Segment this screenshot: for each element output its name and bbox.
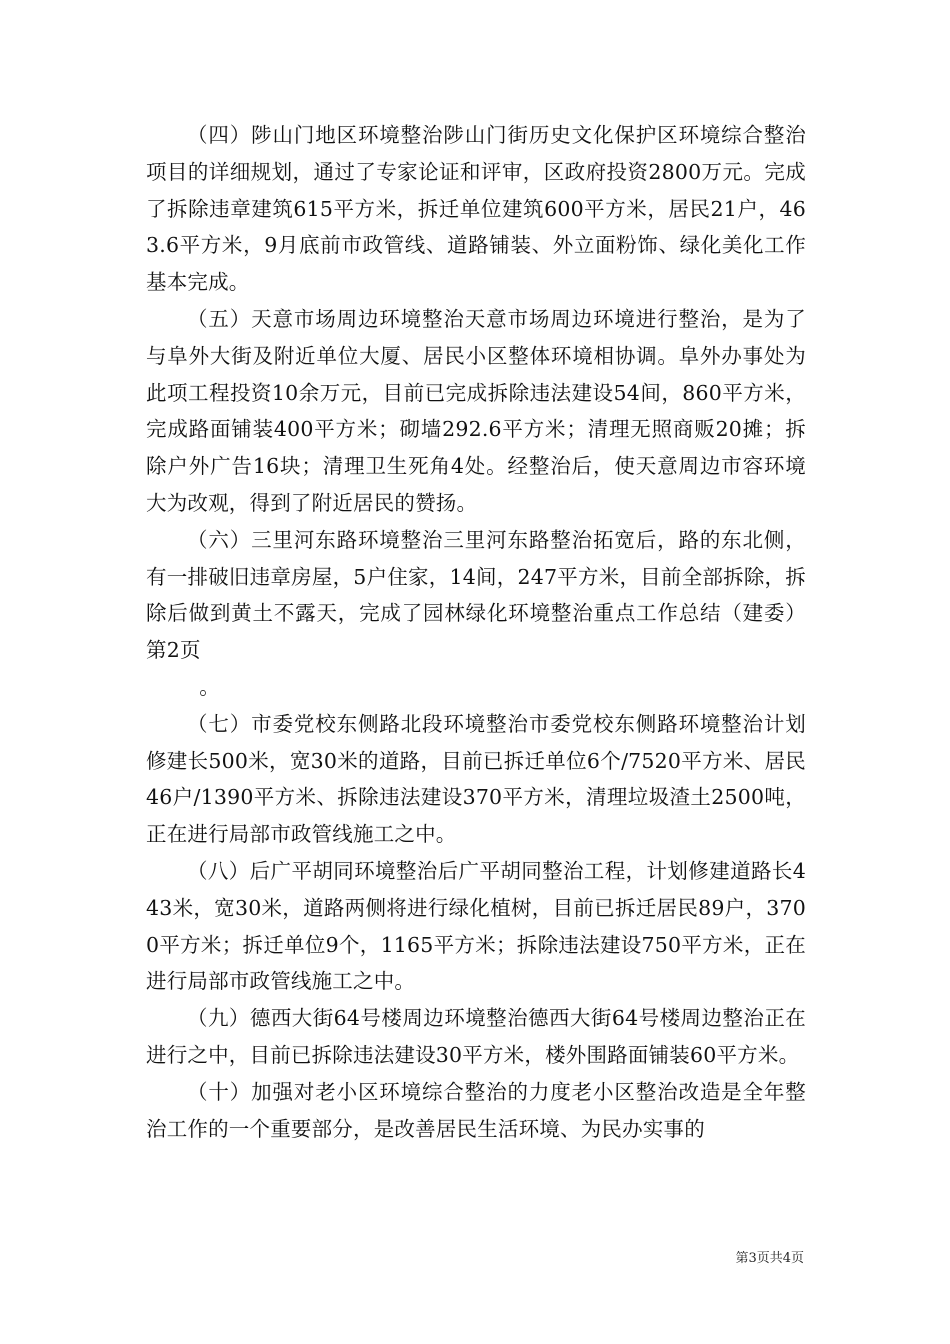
paragraph-4: （四）陟山门地区环境整治陟山门街历史文化保护区环境综合整治项目的详细规划，通过了专家论证和评审，区政府投资2800万元。完成了拆除违章建筑615平方米，拆迁单位建筑600平方米，居民21户，463.6平方米，9月底前市政管线、道路铺装、外立面粉饰、绿化美化工作基本完成。 <box>146 123 806 295</box>
paragraph-9: （九）德西大街64号楼周边环境整治德西大街64号楼周边整治正在进行之中，目前已拆除违法建设30平方米，楼外围路面铺装60平方米。 <box>146 1006 806 1067</box>
paragraph-7: （七）市委党校东侧路北段环境整治市委党校东侧路环境整治计划修建长500米，宽30米的道路，目前已拆迁单位6个/7520平方米、居民46户/1390平方米、拆除违法建设370平方米，清理垃圾渣土2500吨，正在进行局部市政管线施工之中。 <box>146 711 806 847</box>
paragraph-6: （六）三里河东路环境整治三里河东路整治拓宽后，路的东北侧，有一排破旧违章房屋，5户住家，14间，247平方米，目前全部拆除，拆除后做到黄土不露天，完成了园林绿化环境整治重点工作总结（建委）第2页 <box>146 527 806 663</box>
paragraph-10: （十）加强对老小区环境综合整治的力度老小区整治改造是全年整治工作的一个重要部分，是改善居民生活环境、为民办实事的 <box>146 1079 806 1141</box>
paragraph-5: （五）天意市场周边环境整治天意市场周边环境进行整治，是为了与阜外大街及附近单位大厦、居民小区整体环境相协调。阜外办事处为此项工程投资10余万元，目前已完成拆除违法建设54间，860平方米，完成路面铺装400平方米；砌墙292.6平方米；清理无照商贩20摊；拆除户外广告16块；清理卫生死角4处。经整治后，使天意周边市容环境大为改观，得到了附近居民的赞扬。 <box>146 306 806 515</box>
paragraph-8: （八）后广平胡同环境整治后广平胡同整治工程，计划修建道路长443米，宽30米，道路两侧将进行绿化植树，目前已拆迁居民89户，3700平方米；拆迁单位9个，1165平方米；拆除违法建设750平方米，正在进行局部市政管线施工之中。 <box>146 858 806 994</box>
document-body <box>146 117 806 1147</box>
stray-punctuation: 。 <box>199 674 220 699</box>
page-footer: 第3页共4页 <box>735 1251 804 1266</box>
